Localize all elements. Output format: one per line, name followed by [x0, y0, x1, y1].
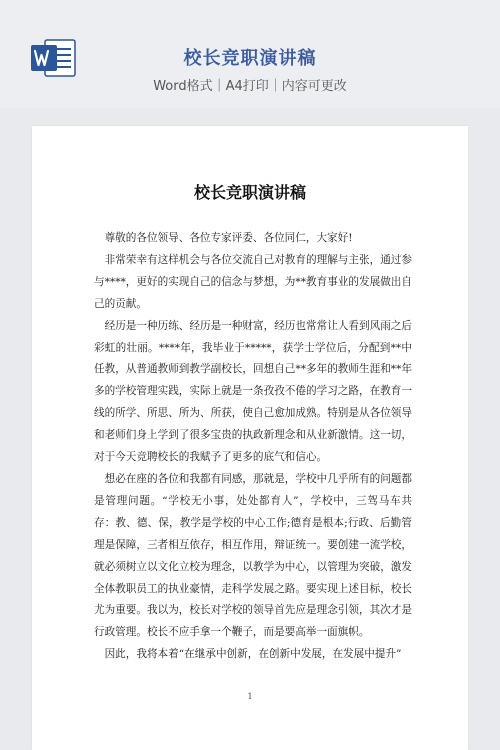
document-title: 校长竞职演讲稿 — [193, 183, 306, 202]
page-number: 1 — [247, 692, 253, 701]
paragraph: 非常荣幸有这样机会与各位交流自己对教育的理解与主张，通过参与****，更好的实现自己的信念与梦想，为**教育事业的发展做出自己的贡献。 — [94, 253, 412, 310]
page-title: 校长竞职演讲稿 — [183, 48, 317, 69]
paragraph: 经历是一种历练、经历是一种财富，经历也常常让人看到风雨之后彩虹的壮丽。****年，我毕业于*****，获学士学位后，分配到**中任教，从普通教师到教学副校长，回想自己**多年的教师生涯和**年多的学校管理实践，实际上就是一条孜孜不倦的学习之路，在教育一线的所学、所思、所为、所获，使自己愈加成熟。特别是从各位领导和老师们身上学到了很多宝贵的执政新理念和从业新激情。这一切，对于今天竞聘校长的我赋予了更多的底气和信心。 — [94, 319, 412, 464]
document-page — [32, 126, 468, 750]
paragraph: 尊敬的各位领导、各位专家评委、各位同仁，大家好! — [104, 232, 353, 244]
page-subtitle: Word格式｜A4打印｜内容可更改 — [153, 79, 347, 94]
header-banner — [0, 0, 500, 108]
paragraph: 因此，我将本着“在继承中创新，在创新中发展，在发展中提升” — [104, 648, 402, 661]
document-body — [94, 228, 412, 666]
paragraph: 想必在座的各位和我都有同感，那就是，学校中几乎所有的问题都是管理问题。“学校无小事，处处都育人”，学校中，三驾马车共存：教、德、保，教学是学校的中心工作;德育是根本;行政、后勤管理是保障，三者相互依存，相互作用，辩证统一。要创建一流学校，就必须树立以文化立校为理念，以教学为中心，以管理为突破，激发全体教职员工的执业豪情，走科学发展之路。要实现上述目标，校长尤为重要。我以为，校长对学校的领导首先应是理念引领，其次才是行政管理。校长不应手拿一个鞭子，而是要高举一面旗帜。 — [94, 472, 412, 639]
